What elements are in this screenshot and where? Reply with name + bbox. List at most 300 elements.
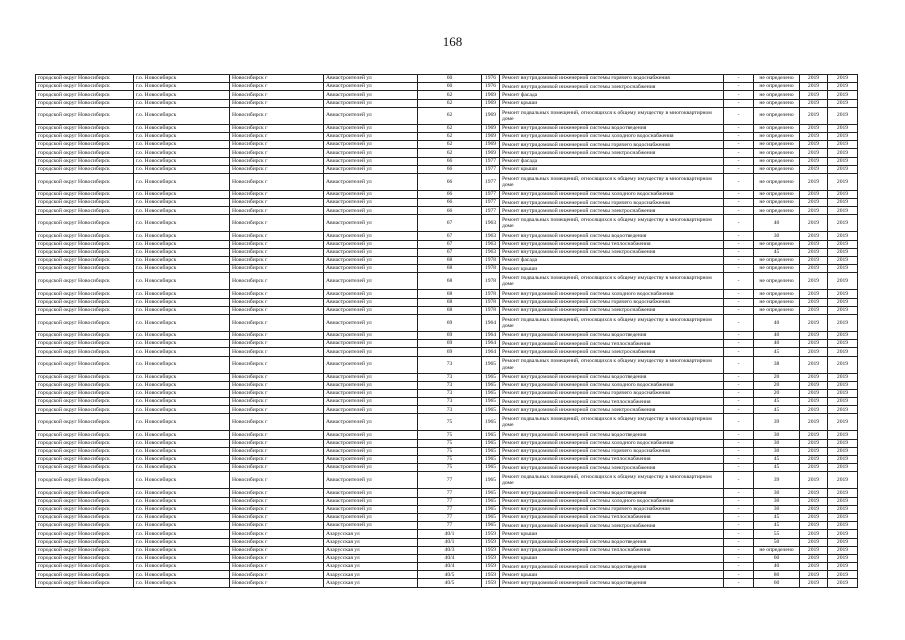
- cell-house: 77: [418, 513, 482, 521]
- cell-city: Новосибирск г: [230, 141, 324, 149]
- cell-house: 66: [418, 190, 482, 198]
- cell-municipality: г.о. Новосибирск: [134, 199, 230, 207]
- cell-municipality: г.о. Новосибирск: [134, 414, 230, 431]
- cell-district: городской округ Новосибирск: [36, 248, 134, 256]
- cell-work-type: Ремонт внутридомовой инженерной системы теплоснабжения: [500, 240, 724, 248]
- cell-house: 69: [418, 340, 482, 348]
- cell-work-type: Ремонт внутридомовой инженерной системы холодного водоснабжения: [500, 290, 724, 298]
- cell-value: 45: [754, 513, 800, 521]
- table-row: [36, 149, 858, 157]
- cell-year: 1969: [482, 141, 500, 149]
- cell-year-end: 2019: [828, 306, 858, 314]
- cell-district: городской округ Новосибирск: [36, 240, 134, 248]
- cell-year: 1963: [482, 240, 500, 248]
- cell-work-type: Ремонт подвальных помещений, относящихся к общему имуществу в многоквартирном доме: [500, 472, 724, 489]
- cell-city: Новосибирск г: [230, 257, 324, 265]
- cell-value: 45: [754, 456, 800, 464]
- cell-district: городской округ Новосибирск: [36, 257, 134, 265]
- cell-year-start: 2019: [800, 91, 828, 99]
- cell-house: 77: [418, 505, 482, 513]
- cell-year-end: 2019: [828, 546, 858, 554]
- cell-year-end: 2019: [828, 290, 858, 298]
- table-row: [36, 389, 858, 397]
- cell-dash: -: [724, 265, 754, 273]
- cell-work-type: Ремонт внутридомовой инженерной системы водоотведения: [500, 124, 724, 132]
- cell-district: городской округ Новосибирск: [36, 173, 134, 190]
- cell-value: 30: [754, 497, 800, 505]
- cell-city: Новосибирск г: [230, 406, 324, 414]
- cell-year: 1963: [482, 232, 500, 240]
- cell-district: городской округ Новосибирск: [36, 546, 134, 554]
- table-row: [36, 505, 858, 513]
- cell-year-start: 2019: [800, 141, 828, 149]
- cell-value: 60: [754, 579, 800, 587]
- cell-dash: -: [724, 141, 754, 149]
- cell-year-start: 2019: [800, 414, 828, 431]
- cell-work-type: Ремонт подвальных помещений, относящихся к общему имуществу в многоквартирном доме: [500, 314, 724, 331]
- cell-work-type: Ремонт внутридомовой инженерной системы водоотведения: [500, 331, 724, 339]
- cell-municipality: г.о. Новосибирск: [134, 447, 230, 455]
- cell-district: городской округ Новосибирск: [36, 99, 134, 107]
- cell-city: Новосибирск г: [230, 456, 324, 464]
- cell-municipality: г.о. Новосибирск: [134, 265, 230, 273]
- table-row: [36, 497, 858, 505]
- cell-value: 80: [754, 571, 800, 579]
- cell-municipality: г.о. Новосибирск: [134, 91, 230, 99]
- cell-year: 1965: [482, 398, 500, 406]
- cell-work-type: Ремонт внутридомовой инженерной системы теплоснабжения: [500, 546, 724, 554]
- cell-house: 66: [418, 207, 482, 215]
- cell-year-end: 2019: [828, 456, 858, 464]
- cell-city: Новосибирск г: [230, 265, 324, 273]
- cell-year-start: 2019: [800, 207, 828, 215]
- cell-city: Новосибирск г: [230, 124, 324, 132]
- cell-value: не определено: [754, 124, 800, 132]
- cell-municipality: г.о. Новосибирск: [134, 257, 230, 265]
- cell-city: Новосибирск г: [230, 91, 324, 99]
- cell-dash: -: [724, 157, 754, 165]
- cell-year-end: 2019: [828, 173, 858, 190]
- cell-year-start: 2019: [800, 165, 828, 173]
- cell-year: 1969: [482, 99, 500, 107]
- cell-value: 55: [754, 530, 800, 538]
- table-row: [36, 331, 858, 339]
- cell-city: Новосибирск г: [230, 571, 324, 579]
- cell-year: 1964: [482, 348, 500, 356]
- cell-dash: -: [724, 107, 754, 124]
- table-row: [36, 522, 858, 530]
- cell-year: 1965: [482, 489, 500, 497]
- cell-district: городской округ Новосибирск: [36, 190, 134, 198]
- cell-year-start: 2019: [800, 439, 828, 447]
- cell-street: Азарусская ул: [324, 546, 418, 554]
- cell-city: Новосибирск г: [230, 157, 324, 165]
- cell-street: Авиастроителей ул: [324, 398, 418, 406]
- cell-house: 68: [418, 265, 482, 273]
- cell-value: 45: [754, 348, 800, 356]
- cell-municipality: г.о. Новосибирск: [134, 132, 230, 140]
- cell-city: Новосибирск г: [230, 107, 324, 124]
- cell-year-end: 2019: [828, 157, 858, 165]
- cell-year-start: 2019: [800, 199, 828, 207]
- cell-house: 40/1: [418, 538, 482, 546]
- cell-work-type: Ремонт фасада: [500, 157, 724, 165]
- cell-house: 66: [418, 199, 482, 207]
- cell-house: 73: [418, 398, 482, 406]
- cell-city: Новосибирск г: [230, 472, 324, 489]
- cell-district: городской округ Новосибирск: [36, 149, 134, 157]
- cell-year-end: 2019: [828, 356, 858, 373]
- cell-street: Авиастроителей ул: [324, 298, 418, 306]
- cell-house: 77: [418, 472, 482, 489]
- cell-municipality: г.о. Новосибирск: [134, 554, 230, 562]
- cell-work-type: Ремонт внутридомовой инженерной системы электроснабжения: [500, 207, 724, 215]
- cell-year-end: 2019: [828, 265, 858, 273]
- cell-year: 1959: [482, 538, 500, 546]
- cell-house: 75: [418, 464, 482, 472]
- cell-dash: -: [724, 389, 754, 397]
- cell-year: 1965: [482, 456, 500, 464]
- cell-year-start: 2019: [800, 497, 828, 505]
- cell-municipality: г.о. Новосибирск: [134, 83, 230, 91]
- cell-dash: -: [724, 173, 754, 190]
- cell-value: не определено: [754, 99, 800, 107]
- cell-year: 1959: [482, 579, 500, 587]
- cell-year-end: 2019: [828, 141, 858, 149]
- cell-year: 1965: [482, 513, 500, 521]
- cell-house: 75: [418, 439, 482, 447]
- cell-work-type: Ремонт внутридомовой инженерной системы холодного водоснабжения: [500, 132, 724, 140]
- cell-dash: -: [724, 83, 754, 91]
- cell-house: 62: [418, 132, 482, 140]
- cell-work-type: Ремонт внутридомовой инженерной системы электроснабжения: [500, 348, 724, 356]
- table-row: [36, 124, 858, 132]
- cell-city: Новосибирск г: [230, 522, 324, 530]
- cell-year: 1963: [482, 215, 500, 232]
- cell-value: не определено: [754, 546, 800, 554]
- cell-year-start: 2019: [800, 290, 828, 298]
- cell-year-end: 2019: [828, 132, 858, 140]
- cell-house: 62: [418, 91, 482, 99]
- cell-street: Авиастроителей ул: [324, 107, 418, 124]
- cell-house: 75: [418, 414, 482, 431]
- cell-district: городской округ Новосибирск: [36, 306, 134, 314]
- cell-value: не определено: [754, 273, 800, 290]
- cell-municipality: г.о. Новосибирск: [134, 530, 230, 538]
- cell-work-type: Ремонт внутридомовой инженерной системы водоотведения: [500, 232, 724, 240]
- cell-year-start: 2019: [800, 331, 828, 339]
- cell-year-end: 2019: [828, 207, 858, 215]
- cell-house: 75: [418, 431, 482, 439]
- cell-municipality: г.о. Новосибирск: [134, 406, 230, 414]
- cell-value: не определено: [754, 265, 800, 273]
- cell-street: Авиастроителей ул: [324, 290, 418, 298]
- cell-municipality: г.о. Новосибирск: [134, 373, 230, 381]
- cell-work-type: Ремонт внутридомовой инженерной системы водоотведения: [500, 431, 724, 439]
- cell-year: 1959: [482, 546, 500, 554]
- cell-street: Авиастроителей ул: [324, 248, 418, 256]
- cell-street: Авиастроителей ул: [324, 331, 418, 339]
- cell-value: не определено: [754, 83, 800, 91]
- cell-year-start: 2019: [800, 406, 828, 414]
- cell-city: Новосибирск г: [230, 331, 324, 339]
- cell-dash: -: [724, 571, 754, 579]
- cell-street: Авиастроителей ул: [324, 356, 418, 373]
- cell-dash: -: [724, 381, 754, 389]
- cell-work-type: Ремонт подвальных помещений, относящихся к общему имуществу в многоквартирном доме: [500, 273, 724, 290]
- cell-district: городской округ Новосибирск: [36, 232, 134, 240]
- cell-dash: -: [724, 75, 754, 83]
- table-row: [36, 554, 858, 562]
- cell-street: Авиастроителей ул: [324, 124, 418, 132]
- cell-street: Азарусская ул: [324, 571, 418, 579]
- cell-street: Авиастроителей ул: [324, 265, 418, 273]
- cell-dash: -: [724, 456, 754, 464]
- cell-district: городской округ Новосибирск: [36, 456, 134, 464]
- cell-street: Авиастроителей ул: [324, 91, 418, 99]
- cell-work-type: Ремонт крыши: [500, 571, 724, 579]
- cell-work-type: Ремонт внутридомовой инженерной системы теплоснабжения: [500, 456, 724, 464]
- cell-year-end: 2019: [828, 530, 858, 538]
- cell-street: Авиастроителей ул: [324, 141, 418, 149]
- cell-year-end: 2019: [828, 199, 858, 207]
- cell-city: Новосибирск г: [230, 173, 324, 190]
- table-row: [36, 530, 858, 538]
- cell-year: 1965: [482, 373, 500, 381]
- cell-work-type: Ремонт внутридомовой инженерной системы холодного водоснабжения: [500, 381, 724, 389]
- cell-house: 73: [418, 373, 482, 381]
- cell-city: Новосибирск г: [230, 505, 324, 513]
- cell-value: 30: [754, 505, 800, 513]
- table-row: [36, 207, 858, 215]
- cell-work-type: Ремонт крыши: [500, 554, 724, 562]
- cell-house: 67: [418, 215, 482, 232]
- table-row: [36, 199, 858, 207]
- cell-house: 40/4: [418, 563, 482, 571]
- table-row: [36, 447, 858, 455]
- cell-year: 1965: [482, 464, 500, 472]
- cell-dash: -: [724, 199, 754, 207]
- cell-house: 62: [418, 141, 482, 149]
- cell-municipality: г.о. Новосибирск: [134, 538, 230, 546]
- cell-city: Новосибирск г: [230, 190, 324, 198]
- cell-dash: -: [724, 273, 754, 290]
- cell-year-end: 2019: [828, 99, 858, 107]
- table-row: [36, 99, 858, 107]
- table-row: [36, 298, 858, 306]
- cell-municipality: г.о. Новосибирск: [134, 124, 230, 132]
- table-row: [36, 579, 858, 587]
- cell-year: 1965: [482, 522, 500, 530]
- cell-value: не определено: [754, 165, 800, 173]
- cell-year: 1978: [482, 306, 500, 314]
- table-row: [36, 456, 858, 464]
- cell-dash: -: [724, 530, 754, 538]
- cell-value: 40: [754, 215, 800, 232]
- cell-value: 39: [754, 472, 800, 489]
- cell-value: не определено: [754, 298, 800, 306]
- cell-street: Авиастроителей ул: [324, 207, 418, 215]
- cell-year: 1965: [482, 381, 500, 389]
- cell-value: 38: [754, 356, 800, 373]
- cell-district: городской округ Новосибирск: [36, 538, 134, 546]
- cell-year-start: 2019: [800, 456, 828, 464]
- cell-street: Азарусская ул: [324, 563, 418, 571]
- cell-municipality: г.о. Новосибирск: [134, 340, 230, 348]
- cell-house: 73: [418, 356, 482, 373]
- cell-year-end: 2019: [828, 522, 858, 530]
- cell-work-type: Ремонт внутридомовой инженерной системы электроснабжения: [500, 248, 724, 256]
- cell-district: городской округ Новосибирск: [36, 207, 134, 215]
- cell-city: Новосибирск г: [230, 99, 324, 107]
- cell-street: Авиастроителей ул: [324, 199, 418, 207]
- cell-municipality: г.о. Новосибирск: [134, 215, 230, 232]
- cell-municipality: г.о. Новосибирск: [134, 298, 230, 306]
- cell-municipality: г.о. Новосибирск: [134, 240, 230, 248]
- cell-house: 77: [418, 489, 482, 497]
- cell-dash: -: [724, 290, 754, 298]
- cell-municipality: г.о. Новосибирск: [134, 232, 230, 240]
- cell-house: 69: [418, 314, 482, 331]
- cell-street: Азарусская ул: [324, 538, 418, 546]
- cell-year-start: 2019: [800, 99, 828, 107]
- cell-municipality: г.о. Новосибирск: [134, 107, 230, 124]
- cell-year-end: 2019: [828, 406, 858, 414]
- cell-dash: -: [724, 99, 754, 107]
- cell-year: 1969: [482, 124, 500, 132]
- cell-municipality: г.о. Новосибирск: [134, 472, 230, 489]
- table-row: [36, 232, 858, 240]
- cell-house: 75: [418, 456, 482, 464]
- cell-municipality: г.о. Новосибирск: [134, 273, 230, 290]
- cell-city: Новосибирск г: [230, 538, 324, 546]
- cell-year: 1965: [482, 406, 500, 414]
- cell-year-end: 2019: [828, 513, 858, 521]
- cell-district: городской округ Новосибирск: [36, 157, 134, 165]
- cell-city: Новосибирск г: [230, 348, 324, 356]
- cell-street: Авиастроителей ул: [324, 472, 418, 489]
- cell-district: городской округ Новосибирск: [36, 298, 134, 306]
- cell-year-start: 2019: [800, 538, 828, 546]
- cell-year-start: 2019: [800, 389, 828, 397]
- cell-house: 67: [418, 240, 482, 248]
- cell-city: Новосибирск г: [230, 563, 324, 571]
- cell-dash: -: [724, 522, 754, 530]
- cell-year-end: 2019: [828, 124, 858, 132]
- cell-value: 20: [754, 373, 800, 381]
- cell-district: городской округ Новосибирск: [36, 389, 134, 397]
- cell-city: Новосибирск г: [230, 75, 324, 83]
- table-row: [36, 132, 858, 140]
- cell-work-type: Ремонт внутридомовой инженерной системы теплоснабжения: [500, 513, 724, 521]
- cell-street: Авиастроителей ул: [324, 132, 418, 140]
- cell-municipality: г.о. Новосибирск: [134, 546, 230, 554]
- cell-house: 60: [418, 83, 482, 91]
- cell-year-end: 2019: [828, 298, 858, 306]
- cell-street: Авиастроителей ул: [324, 306, 418, 314]
- cell-year-end: 2019: [828, 340, 858, 348]
- cell-house: 62: [418, 99, 482, 107]
- cell-city: Новосибирск г: [230, 554, 324, 562]
- cell-dash: -: [724, 513, 754, 521]
- cell-year: 1959: [482, 563, 500, 571]
- cell-year: 1963: [482, 248, 500, 256]
- cell-value: 45: [754, 522, 800, 530]
- table-row: [36, 513, 858, 521]
- cell-district: городской округ Новосибирск: [36, 273, 134, 290]
- cell-district: городской округ Новосибирск: [36, 464, 134, 472]
- cell-district: городской округ Новосибирск: [36, 571, 134, 579]
- cell-work-type: Ремонт подвальных помещений, относящихся к общему имуществу в многоквартирном доме: [500, 414, 724, 431]
- table-row: [36, 190, 858, 198]
- cell-dash: -: [724, 538, 754, 546]
- cell-district: городской округ Новосибирск: [36, 439, 134, 447]
- cell-work-type: Ремонт подвальных помещений, относящихся к общему имуществу в многоквартирном доме: [500, 356, 724, 373]
- table-row: [36, 489, 858, 497]
- cell-house: 69: [418, 331, 482, 339]
- cell-city: Новосибирск г: [230, 199, 324, 207]
- cell-district: городской округ Новосибирск: [36, 141, 134, 149]
- table-row: [36, 157, 858, 165]
- cell-work-type: Ремонт внутридомовой инженерной системы электроснабжения: [500, 522, 724, 530]
- cell-year-start: 2019: [800, 373, 828, 381]
- cell-street: Азарусская ул: [324, 554, 418, 562]
- cell-dash: -: [724, 398, 754, 406]
- cell-year: 1965: [482, 447, 500, 455]
- cell-city: Новосибирск г: [230, 381, 324, 389]
- cell-year: 1965: [482, 356, 500, 373]
- table-row: [36, 257, 858, 265]
- cell-dash: -: [724, 373, 754, 381]
- cell-year-end: 2019: [828, 248, 858, 256]
- cell-city: Новосибирск г: [230, 232, 324, 240]
- cell-year-start: 2019: [800, 107, 828, 124]
- cell-year-start: 2019: [800, 232, 828, 240]
- cell-municipality: г.о. Новосибирск: [134, 173, 230, 190]
- cell-year-end: 2019: [828, 497, 858, 505]
- cell-year: 1959: [482, 571, 500, 579]
- cell-street: Авиастроителей ул: [324, 83, 418, 91]
- cell-year-end: 2019: [828, 91, 858, 99]
- cell-year-start: 2019: [800, 314, 828, 331]
- cell-work-type: Ремонт внутридомовой инженерной системы электроснабжения: [500, 464, 724, 472]
- cell-street: Авиастроителей ул: [324, 340, 418, 348]
- cell-street: Авиастроителей ул: [324, 173, 418, 190]
- cell-value: не определено: [754, 199, 800, 207]
- cell-house: 73: [418, 389, 482, 397]
- cell-municipality: г.о. Новосибирск: [134, 248, 230, 256]
- cell-year-end: 2019: [828, 505, 858, 513]
- cell-dash: -: [724, 348, 754, 356]
- cell-district: городской округ Новосибирск: [36, 91, 134, 99]
- cell-year-start: 2019: [800, 530, 828, 538]
- cell-year-end: 2019: [828, 579, 858, 587]
- cell-year: 1959: [482, 554, 500, 562]
- cell-municipality: г.о. Новосибирск: [134, 207, 230, 215]
- cell-municipality: г.о. Новосибирск: [134, 348, 230, 356]
- cell-work-type: Ремонт внутридомовой инженерной системы горячего водоснабжения: [500, 505, 724, 513]
- cell-dash: -: [724, 431, 754, 439]
- cell-year-start: 2019: [800, 248, 828, 256]
- cell-house: 68: [418, 306, 482, 314]
- cell-year: 1977: [482, 190, 500, 198]
- cell-value: не определено: [754, 91, 800, 99]
- cell-city: Новосибирск г: [230, 373, 324, 381]
- cell-dash: -: [724, 240, 754, 248]
- cell-year: 1969: [482, 132, 500, 140]
- cell-year: 1959: [482, 530, 500, 538]
- cell-city: Новосибирск г: [230, 149, 324, 157]
